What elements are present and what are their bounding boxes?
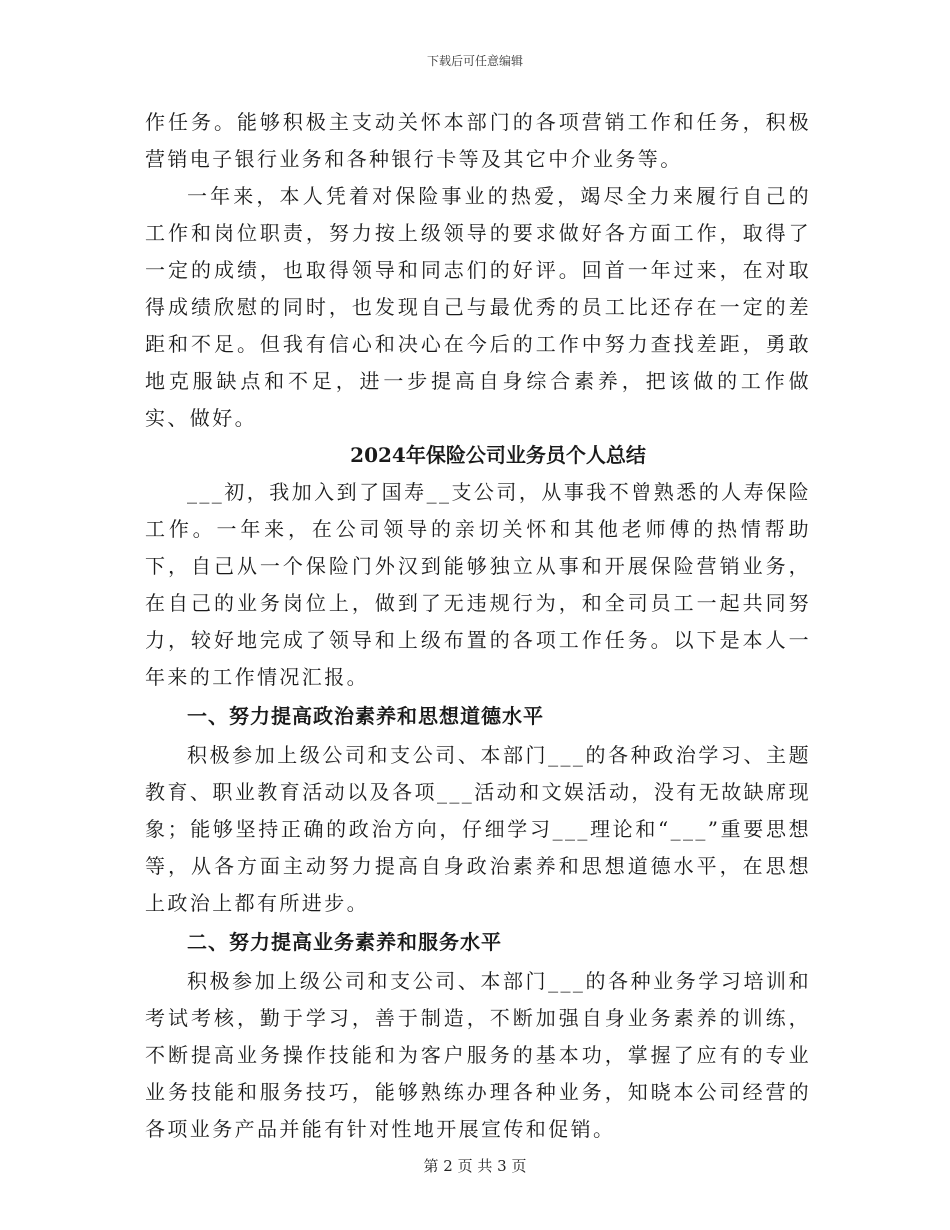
document-title: 2024年保险公司业务员个人总结 xyxy=(350,443,646,467)
paragraph-intro: ___初，我加入到了国寿__支公司，从事我不曾熟悉的人寿保险工作。一年来，在公司领导的亲切关怀和其他老师傅的热情帮助下，自己从一个保险门外汉到能够独立从事和开展保险营销业务，在自己的业务岗位上，做到了无违规行为，和全司员工一起共同努力，较好地完成了领导和上级布置的各项工作任务。以下是本人一年来的工作情况汇报。 xyxy=(145,480,811,689)
section-heading-business: 二、努力提高业务素养和服务水平 xyxy=(187,930,502,954)
paragraph-year-review: 一年来，本人凭着对保险事业的热爱，竭尽全力来履行自己的工作和岗位职责，努力按上级领导的要求做好各方面工作，取得了一定的成绩，也取得领导和同志们的好评。回首一年过来，在对取得成绩欣慰的同时，也发现自己与最优秀的员工比还存在一定的差距和不足。但我有信心和决心在今后的工作中努力查找差距，勇敢地克服缺点和不足，进一步提高自身综合素养，把该做的工作做实、做好。 xyxy=(145,184,811,430)
paragraph-continuation: 作任务。能够积极主支动关怀本部门的各项营销工作和任务，积极营销电子银行业务和各种银行卡等及其它中介业务等。 xyxy=(145,110,811,171)
section-heading-politics: 一、努力提高政治素养和思想道德水平 xyxy=(187,704,544,728)
paragraph-business: 积极参加上级公司和支公司、本部门___的各种业务学习培训和考试考核，勤于学习，善于制造，不断加强自身业务素养的训练，不断提高业务操作技能和为客户服务的基本功，掌握了应有的专业业务技能和服务技巧，能够熟练办理各种业务，知晓本公司经营的各项业务产品并能有针对性地开展宣传和促销。 xyxy=(145,969,811,1141)
document-body xyxy=(145,104,811,1148)
page-header: 下载后可任意编辑 xyxy=(426,54,523,68)
paragraph-politics: 积极参加上级公司和支公司、本部门___的各种政治学习、主题教育、职业教育活动以及各项___活动和文娱活动，没有无故缺席现象；能够坚持正确的政治方向，仔细学习___理论和“___”重要思想等，从各方面主动努力提高自身政治素养和思想道德水平，在思想上政治上都有所进步。 xyxy=(145,743,811,915)
page-number-footer: 第 2 页 共 3 页 xyxy=(423,1157,527,1175)
